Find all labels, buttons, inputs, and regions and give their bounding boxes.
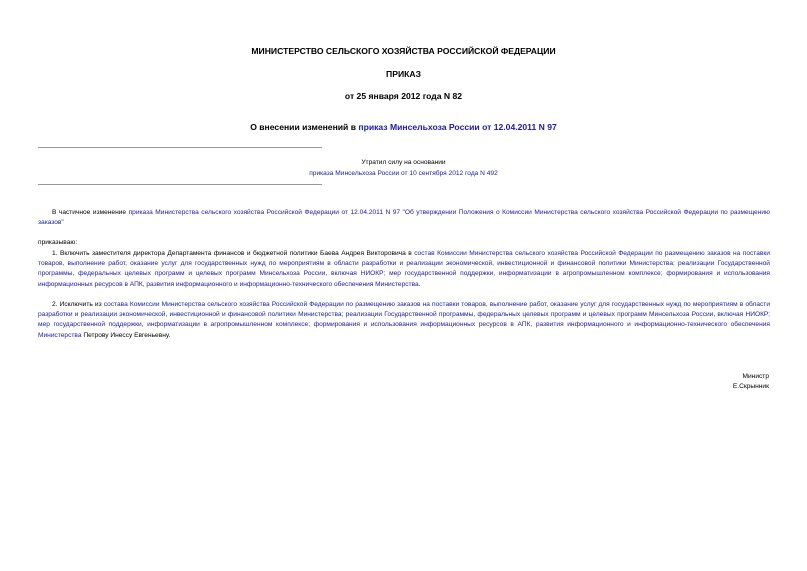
item-1-link[interactable]: состав Комиссии Министерства сельского хозяйства Российской Федерации по размещению заказов на поставки товаров, выполнение работ, оказание услуг для государственных нужд по мероприятиям в области разработки и реализации экономической, инвестиционной и финансовой политики Министерства; реализации Государственной программы, федеральных целевых программ и целевых программ Минсельхоза России, включая НИОКР; мер государственной поддержки, информатизации в агропромышленном комплексе; формирования и использования информационных ресурсов в АПК, развития информационного и информационно-технического обеспечения Министерства [38,250,770,288]
item-2-link[interactable]: состава Комиссии Министерства сельского хозяйства Российской Федерации по размещению заказов на поставки товаров, выполнение работ, оказание услуг для государственных нужд по мероприятиям в области разработки и реализации экономической, инвестиционной и финансовой политики Министерства; реализации Государственной программы, федеральных целевых программ и целевых программ Минсельхоза России, включая НИОКР; мер государственной поддержки, информатизации в агропромышленном комплексе; формирования и использования информационных ресурсов в АПК, развития информационного и информационно-технического обеспечения Министерства [38,301,771,339]
title-prefix: О внесении изменений в [250,122,359,132]
preamble-link[interactable]: приказа Министерства сельского хозяйства Российской Федерации от 12.04.2011 N 97 "Об утверждении Положения о Комиссии Министерства сельского хозяйства Российской Федерации по размещению заказов" [38,209,770,227]
doc-type-heading: ПРИКАЗ [386,69,421,79]
preamble-prefix: В частичное изменение [52,209,129,216]
document-title [0,122,807,132]
order-word: приказываю: [38,239,78,246]
item-1-suffix: . [418,280,421,288]
item-1-prefix: 1. Включить заместителя директора Департамента финансов и бюджетной политики Баева Андрея Викторовича в [52,250,415,257]
signature-block [733,372,769,392]
title-link[interactable]: приказ Минсельхоза России от 12.04.2011 N 97 [358,122,557,132]
bottom-divider [38,184,322,185]
validity-note-line1: Утратил силу на основании [361,159,446,166]
validity-note-link[interactable]: приказа Минсельхоза России от 10 сентября 2012 года N 492 [309,170,498,177]
signature-name: Е.Скрынник [732,383,769,391]
item-2-suffix: Петрову Инессу Евгеньевну. [81,331,171,339]
item-2-paragraph [38,300,770,341]
item-2-prefix: 2. Исключить из [52,301,104,308]
top-divider [38,147,322,148]
ministry-heading: МИНИСТЕРСТВО СЕЛЬСКОГО ХОЗЯЙСТВА РОССИЙСКОЙ ФЕДЕРАЦИИ [251,46,556,56]
preamble-paragraph [38,208,770,228]
date-number-heading: от 25 января 2012 года N 82 [344,91,463,101]
item-1-paragraph [38,249,770,290]
signature-position: Министр [742,373,769,380]
